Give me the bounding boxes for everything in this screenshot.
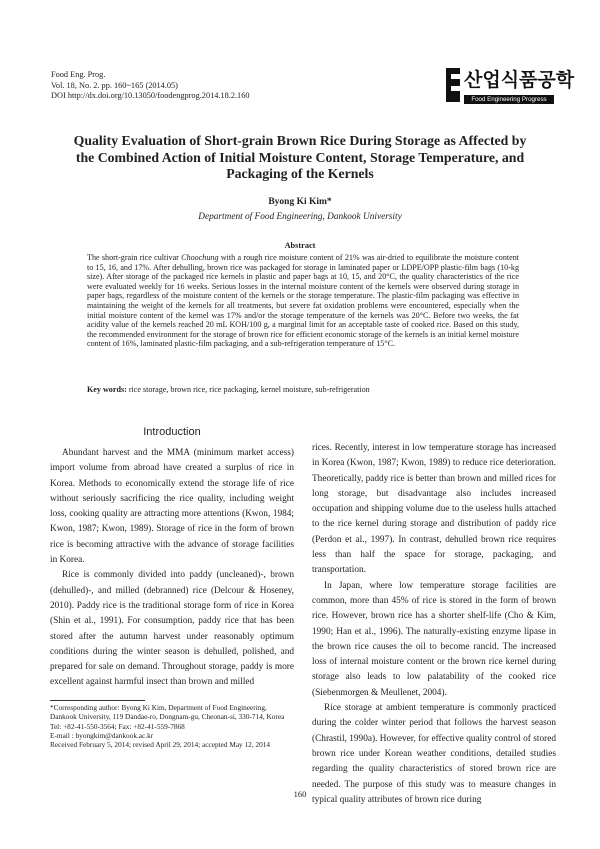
journal-header (51, 70, 250, 102)
author-affiliation: Department of Food Engineering, Dankook University (198, 212, 402, 222)
page-number: 160 (293, 789, 307, 799)
footnote-dates: Received February 5, 2014; revised April 29, 2014; accepted May 12, 2014 (50, 740, 271, 750)
journal-name: Food Eng. Prog. (51, 70, 106, 79)
intro-paragraph-2: Rice is commonly divided into paddy (uncleaned)-, brown (dehulled)-, and milled (debranned) rice (Delcour & Hoseney, 2010). Paddy rice is the traditional storage form of rice in Korea (Shin et al., 1991). For consumption, paddy rice that has been stored after the autumn harvest under reasonably optimum conditions during the winter season is dehulled, polished, and prepared for sale on demand. Throughout storage, paddy is more excellent against harmful insect than brown and milled (50, 570, 294, 688)
intro-paragraph-1: Abundant harvest and the MMA (minimum market access) import volume from abroad have created a surplus of rice in Korea. Methods to economically extend the storage life of rice without seriously sacrificing the rice quality, including weight loss, cooking quality are attracting more attentions (Kwon, 1984; Kwon, 1987; Kwon, 1989). Storage of rice in the form of brown rice is becoming attractive with the advance of storage facilities in Korea. (50, 448, 294, 566)
footnote-corresponding: *Corresponding author: Byong Ki Kim, Department of Food Engineering, Dankook University, 119 Dandae-ro, Dongnam-gu, Cheonan-si, 330-714, Korea (50, 703, 285, 722)
journal-doi: DOI http://dx.doi.org/10.13050/foodengprog.2014.18.2.160 (51, 91, 250, 100)
footnote-email: E-mail : byongkim@dankook.ac.kr (50, 730, 154, 740)
logo-english-text: Food Engineering Progress (464, 95, 554, 104)
journal-volume: Vol. 18, No. 2. pp. 160~165 (2014.05) (51, 80, 178, 90)
keywords (87, 385, 519, 394)
intro-paragraph-4: In Japan, where low temperature storage facilities are common, more than 45% of rice is stored in the form of brown rice. However, brown rice has a shorter shelf-life (Cho & Kim, 1990; Han et al., 1996). The naturally-existing enzyme lipase in the brown rice causes the oil to become rancid. The increased loss of internal moisture content or the brown rice kernel during storage also leads to low palatability of the cooked rice (Siebenmorgen & Meullenet, 2004). (312, 580, 556, 698)
footnote (50, 703, 294, 749)
abstract-body (87, 253, 519, 349)
keywords-label: Key words: (87, 385, 127, 394)
paper-title: Quality Evaluation of Short-grain Brown Rice During Storage as Affected by the Combined Action of Initial Moisture Content, Storage Temperature, and Packaging of the Kernels (73, 133, 527, 181)
keywords-list: rice storage, brown rice, rice packaging, kernel moisture, sub-refrigeration (126, 385, 370, 394)
abstract-heading: Abstract (284, 241, 316, 250)
introduction-heading: Introduction (143, 426, 201, 438)
footnote-divider (50, 700, 145, 701)
logo-mark-icon (446, 68, 460, 102)
author-name: Byong Ki Kim* (268, 197, 332, 207)
abstract-text-rest: with a rough rice moisture content of 21% was air-dried to equilibrate the moisture content to 15, 16, and 17%. After dehulling, brown rice was packaged for storage in laminated paper or LDPE/OPP plastic-film bags (10-kg size). After storage of the packaged rice kernels in plastic and paper bags at 10, 15, and 20°C, the quality characteristics of the rice were evaluated weekly for 16 weeks. Serious losses in the internal moisture content of the kernels were observed during storage in paper bags, regardless of the moisture content of the kernels or the storage temperature. The plastic-film packaging was effective in maintaining the weight of the kernels for all treatments, but severe fat oxidation problems were encountered, especially when the initial moisture content of the kernel was 17% and/or the storage temperature of the kernels was 20°C. Before two weeks, the fat acidity value of the kernels reached 20 mL KOH/100 g, a marginal limit for an acceptable taste of cooked rice. Based on this study, the recommended environment for the storage of brown rice for efficient economic storage of the kernels is an initial kernel moisture content of 16%, laminated plastic-film packaging, and a sub-refrigeration temperature of 15°C. (87, 253, 520, 349)
left-column (50, 446, 294, 691)
abstract-text-start: The short-grain rice cultivar (87, 253, 182, 262)
footnote-phone: Tel: +82-41-550-3564; Fax: +82-41-559-7868 (50, 721, 185, 731)
logo-korean-text: 산업식품공학 (464, 69, 575, 91)
right-column (312, 441, 556, 808)
intro-paragraph-3: rices. Recently, interest in low temperature storage has increased in Korea (Kwon, 1987; Kwon, 1989) to reduce rice deterioration. Theoretically, paddy rice is better than brown and milled rices for long storage, but disadvantage also includes increased occupation and shipping volume due to the useless hulls attached to the rice kernel during storage and distribution of paddy rice (Perdon et al., 1997). In contrast, dehulled brown rice requires less than half the space for storage, packaging, and transportation. (312, 443, 556, 576)
intro-paragraph-5: Rice storage at ambient temperature is commonly practiced during the colder winter period that follows the harvest season (Chrastil, 1990a). However, for effective quality control of stored brown rice under Korean weather conditions, detailed studies regarding the quality characteristics of stored brown rice are needed. The purpose of this study was to measure changes in typical quality attributes of brown rice during (312, 703, 556, 805)
abstract-cultivar-name: Choochung (181, 253, 219, 262)
journal-logo (446, 68, 575, 108)
